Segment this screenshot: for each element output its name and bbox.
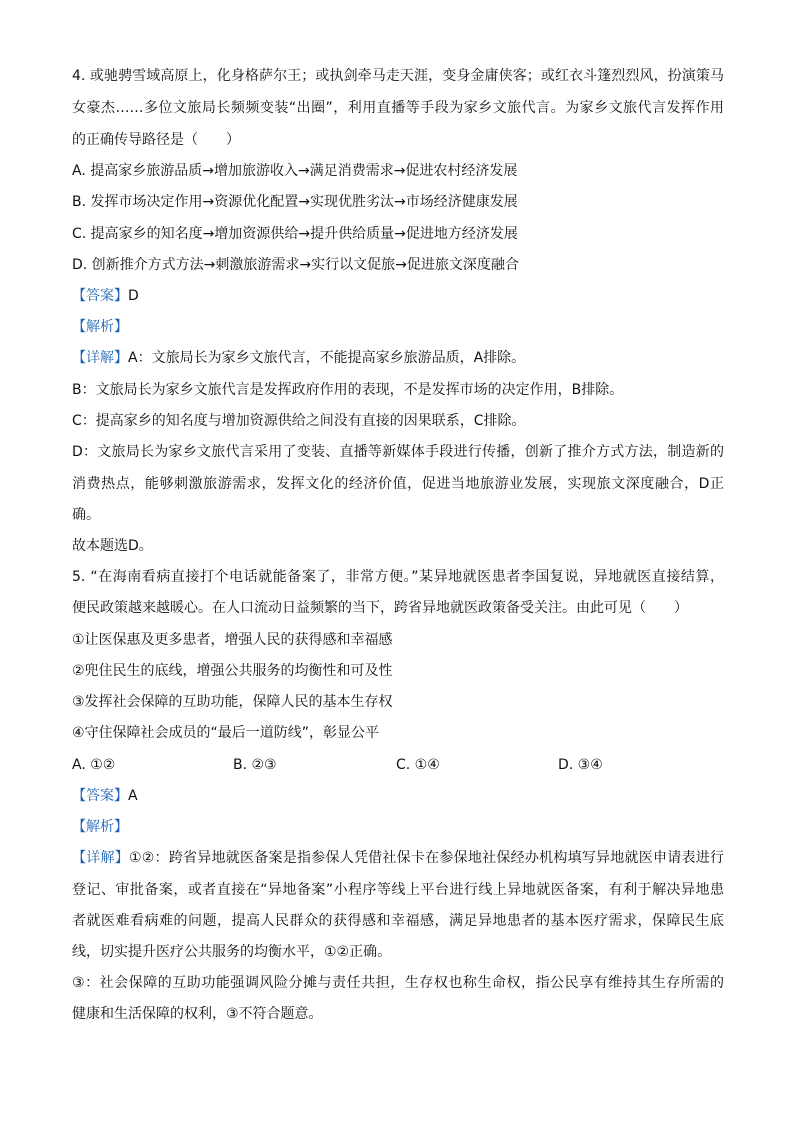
q5-analysis-label: 【解析】 [72, 819, 128, 835]
q5-answer-line [72, 786, 724, 806]
q5-answer-value: A [128, 788, 138, 804]
q5-option-c: C. ①④ [396, 757, 440, 773]
q5-explanation-line-3: 者就医难看病难的问题，提高人民群众的获得感和幸福感，满足异地患者的基本医疗需求，保障民生底 [72, 913, 724, 929]
q4-explanation-line-3: C：提高家乡的知名度与增加资源供给之间没有直接的因果联系，C排除。 [72, 413, 526, 429]
q4-answer-value: D [128, 288, 139, 304]
q4-explanation-line-1: 【详解】A：文旅局长为家乡文旅代言，不能提高家乡旅游品质，A排除。 [72, 350, 526, 366]
q4-option-c: C. 提高家乡的知名度→增加资源供给→提升供给质量→促进地方经济发展 [72, 226, 518, 242]
q4-option-a: A. 提高家乡旅游品质→增加旅游收入→满足消费需求→促进农村经济发展 [72, 163, 518, 179]
q4-option-b: B. 发挥市场决定作用→资源优化配置→实现优胜劣汰→市场经济健康发展 [72, 194, 518, 210]
q5-explanation-line-5: ③：社会保障的互助功能强调风险分摊与责任共担，生存权也称生命权，指公民享有维持其生存所需的 [72, 975, 724, 991]
q5-explanation-line-6: 健康和生活保障的权利，③不符合题意。 [72, 1006, 323, 1022]
q4-answer-line [72, 286, 724, 306]
q5-detail-label: 【详解】 [72, 850, 129, 866]
q4-option-d: D. 创新推介方式方法→刺激旅游需求→实行以文促旅→促进旅文深度融合 [72, 257, 519, 273]
q4-explanation-line-6: 确。 [72, 507, 100, 523]
q5-stem-line-2: 便民政策越来越暖心。在人口流动日益频繁的当下，跨省异地就医政策备受关注。由此可见（ ） [72, 600, 688, 616]
q5-item-2: ②兜住民生的底线，增强公共服务的均衡性和可及性 [72, 663, 393, 679]
q5-item-3: ③发挥社会保障的互助功能，保障人民的基本生存权 [72, 694, 393, 710]
q4-explanation-line-2: B：文旅局长为家乡文旅代言是发挥政府作用的表现，不是发挥市场的决定作用，B排除。 [72, 382, 624, 398]
q5-explanation-line-4: 线，切实提升医疗公共服务的均衡水平，①②正确。 [72, 944, 392, 960]
q4-detail-label: 【详解】 [72, 350, 128, 366]
q5-explanation-line-1: 【详解】①②：跨省异地就医备案是指参保人凭借社保卡在参保地社保经办机构填写异地就医申请表进行 [72, 850, 724, 866]
q5-option-a: A. ①② [72, 757, 116, 773]
q5-answer-label: 【答案】 [72, 788, 128, 804]
q5-item-4: ④守住保障社会成员的“最后一道防线”，彰显公平 [72, 725, 380, 741]
q4-stem-line-3: 的正确传导路径是（ ） [72, 132, 240, 148]
q5-explanation-line-2: 登记、审批备案，或者直接在“异地备案”小程序等线上平台进行线上异地就医备案，有利于解决异地患 [72, 882, 724, 898]
q5-stem-line-1: 5. “在海南看病直接打个电话就能备案了，非常方便。”某异地就医患者李国复说，异地就医直接结算， [72, 569, 724, 585]
q4-answer-label: 【答案】 [72, 288, 128, 304]
q4-stem-line-2: 女豪杰……多位文旅局长频频变装“出圈”，利用直播等手段为家乡文旅代言。为家乡文旅代言发挥作用 [72, 100, 724, 116]
q4-conclusion: 故本题选D。 [72, 538, 153, 554]
q4-explanation-line-5: 消费热点，能够刺激旅游需求，发挥文化的经济价值，促进当地旅游业发展，实现旅文深度融合，D正 [72, 476, 724, 492]
q5-option-d: D. ③④ [558, 757, 603, 773]
q4-explanation-line-4: D：文旅局长为家乡文旅代言采用了变装、直播等新媒体手段进行传播，创新了推介方式方法，制造新的 [72, 444, 724, 460]
q4-stem-line-1: 4. 或驰骋雪域高原上，化身格萨尔王；或执剑牵马走天涯，变身金庸侠客；或红衣斗篷烈烈风，扮演策马 [72, 68, 724, 84]
q5-item-1: ①让医保惠及更多患者，增强人民的获得感和幸福感 [72, 632, 393, 648]
q5-option-b: B. ②③ [233, 757, 277, 773]
q4-analysis-label: 【解析】 [72, 319, 128, 335]
